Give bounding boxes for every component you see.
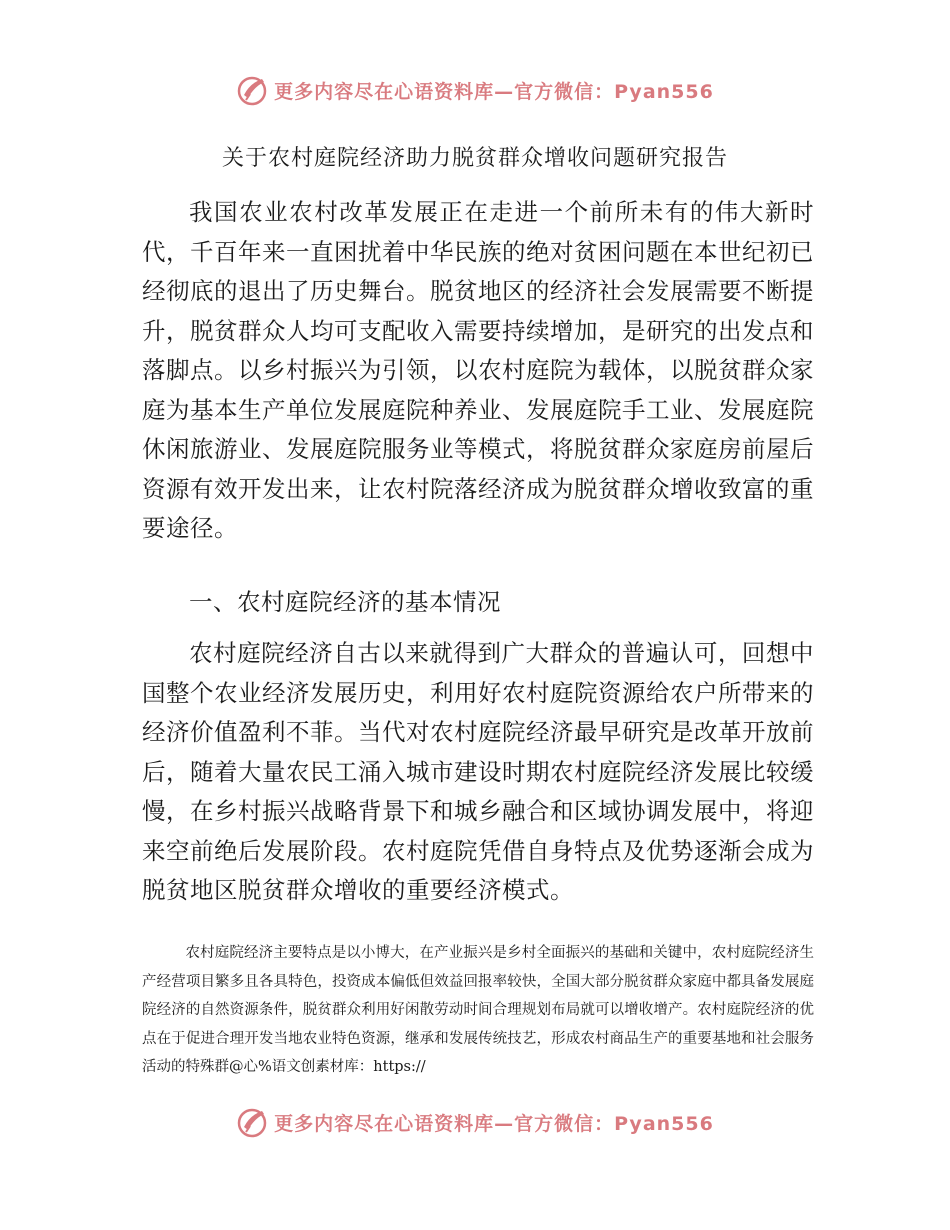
footer-watermark-banner: [0, 1102, 950, 1142]
small-print-paragraph: 农村庭院经济主要特点是以小博大，在产业振兴是乡村全面振兴的基础和关键中，农村庭院经济生产经营项目繁多且各具特色，投资成本偏低但效益回报率较快，全国大部分脱贫群众家庭中都具备发展庭院经济的自然资源条件，脱贫群众利用好闲散劳动时间合理规划布局就可以增收增产。农村庭院经济的优点在于促进合理开发当地农业特色资源，继承和发展传统技艺，形成农村商品生产的重要基地和社会服务活动的特殊群@心%语文创素材库：https://: [142, 945, 814, 1075]
body-paragraph: 我国农业农村改革发展正在走进一个前所未有的伟大新时代，千百年来一直困扰着中华民族的绝对贫困问题在本世纪初已经彻底的退出了历史舞台。脱贫地区的经济社会发展需要不断提升，脱贫群众人均可支配收入需要持续增加，是研究的出发点和落脚点。以乡村振兴为引领，以农村庭院为载体，以脱贫群众家庭为基本生产单位发展庭院种养业、发展庭院手工业、发展庭院休闲旅游业、发展庭院服务业等模式，将脱贫群众家庭房前屋后资源有效开发出来，让农村院落经济成为脱贫群众增收致富的重要途径。: [142, 198, 814, 542]
watermark-text: 更多内容尽在心语资料库—官方微信：Pyan556: [274, 80, 714, 103]
header-watermark-banner: [0, 70, 950, 110]
document-title: 关于农村庭院经济助力脱贫群众增收问题研究报告: [221, 146, 728, 171]
watermark-text: 更多内容尽在心语资料库—官方微信：Pyan556: [274, 1112, 714, 1135]
pen-logo-icon: [236, 1105, 270, 1139]
body-paragraph: 农村庭院经济自古以来就得到广大群众的普遍认可，回想中国整个农业经济发展历史，利用好农村庭院资源给农户所带来的经济价值盈利不菲。当代对农村庭院经济最早研究是改革开放前后，随着大量农民工涌入城市建设时期农村庭院经济发展比较缓慢，在乡村振兴战略背景下和城乡融合和区域协调发展中，将迎来空前绝后发展阶段。农村庭院凭借自身特点及优势逐渐会成为脱贫地区脱贫群众增收的重要经济模式。: [142, 639, 814, 904]
pen-logo-icon: [236, 73, 270, 107]
section-heading: 一、农村庭院经济的基本情况: [189, 588, 501, 616]
